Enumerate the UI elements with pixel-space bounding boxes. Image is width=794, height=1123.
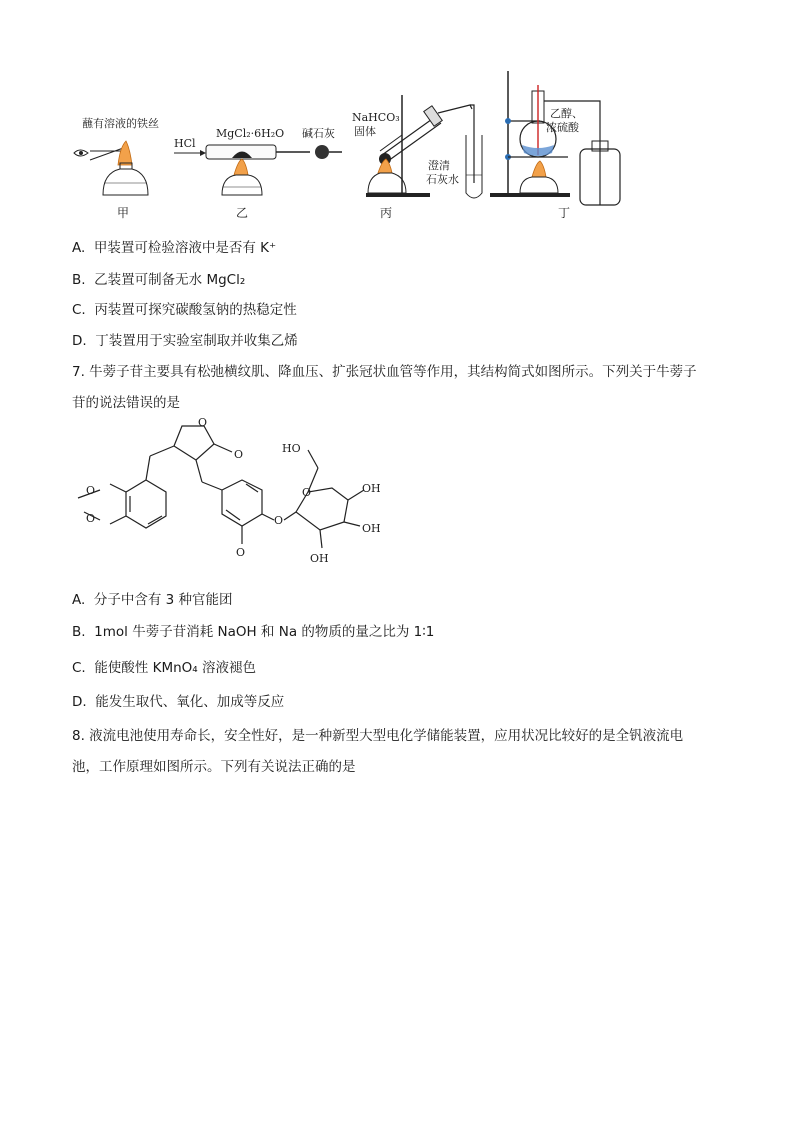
q7-option-d: D. 能发生取代、氧化、加成等反应 — [72, 694, 285, 710]
caption-yi: 乙 — [236, 206, 249, 220]
label-nahco3: NaHCO₃ — [352, 111, 400, 124]
caption-bing: 丙 — [380, 206, 393, 220]
q8-stem-line1: 8. 液流电池使用寿命长，安全性好，是一种新型大型电化学储能装置，应用状况比较好的是全钒液流电 — [72, 728, 684, 744]
label-ethanol: 乙醇、 — [550, 107, 583, 120]
methoxy-oxygen-3: O — [236, 546, 246, 559]
apparatus-bing — [352, 95, 482, 220]
q7-stem-line2: 苷的说法错误的是 — [72, 395, 180, 411]
hydroxyl-oh-3: OH — [310, 552, 329, 565]
ether-oxygen: O — [274, 514, 284, 527]
apparatus-ding — [490, 71, 620, 220]
label-conc-acid: 浓硫酸 — [546, 121, 579, 134]
structure-formula — [70, 410, 400, 570]
apparatus-figure — [70, 65, 730, 225]
label-soda-lime: 碱石灰 — [302, 127, 335, 140]
label-limewater-2: 石灰水 — [426, 173, 459, 186]
q6-option-a: A. 甲装置可检验溶液中是否有 K⁺ — [72, 240, 277, 256]
caption-ding: 丁 — [558, 206, 571, 220]
hydroxyl-oh-2: OH — [362, 522, 381, 535]
q7-stem-line1: 7. 牛蒡子苷主要具有松弛横纹肌、降血压、扩张冠状血管等作用，其结构简式如图所示。下列关于牛蒡子 — [72, 364, 697, 380]
q6-option-b: B. 乙装置可制备无水 MgCl₂ — [72, 272, 246, 288]
label-hcl: HCl — [174, 137, 196, 150]
methoxy-oxygen-2: O — [86, 484, 96, 497]
q7-option-c: C. 能使酸性 KMnO₄ 溶液褪色 — [72, 660, 256, 676]
ring-oxygen-lactone: O — [198, 416, 208, 429]
label-solid: 固体 — [354, 125, 376, 138]
carbonyl-oxygen: O — [234, 448, 244, 461]
label-iron-wire: 蘸有溶液的铁丝 — [82, 117, 159, 130]
eye-icon — [74, 150, 88, 156]
methoxy-oxygen-1: O — [86, 512, 96, 525]
q8-stem-line2: 池，工作原理如图所示。下列有关说法正确的是 — [72, 759, 356, 775]
hydroxyl-ho: HO — [282, 442, 301, 455]
label-mgcl2-hydrate: MgCl₂·6H₂O — [216, 127, 285, 140]
q6-option-d: D. 丁装置用于实验室制取并收集乙烯 — [72, 333, 298, 349]
q7-option-b: B. 1mol 牛蒡子苷消耗 NaOH 和 Na 的物质的量之比为 1∶1 — [72, 624, 435, 640]
caption-jia: 甲 — [117, 206, 130, 220]
q7-option-a: A. 分子中含有 3 种官能团 — [72, 592, 233, 608]
q6-option-c: C. 丙装置可探究碳酸氢钠的热稳定性 — [72, 302, 297, 318]
apparatus-yi — [174, 126, 342, 220]
ring-oxygen-sugar: O — [302, 486, 312, 499]
hydroxyl-oh-1: OH — [362, 482, 381, 495]
apparatus-jia — [74, 116, 159, 220]
label-limewater-1: 澄清 — [428, 159, 450, 172]
